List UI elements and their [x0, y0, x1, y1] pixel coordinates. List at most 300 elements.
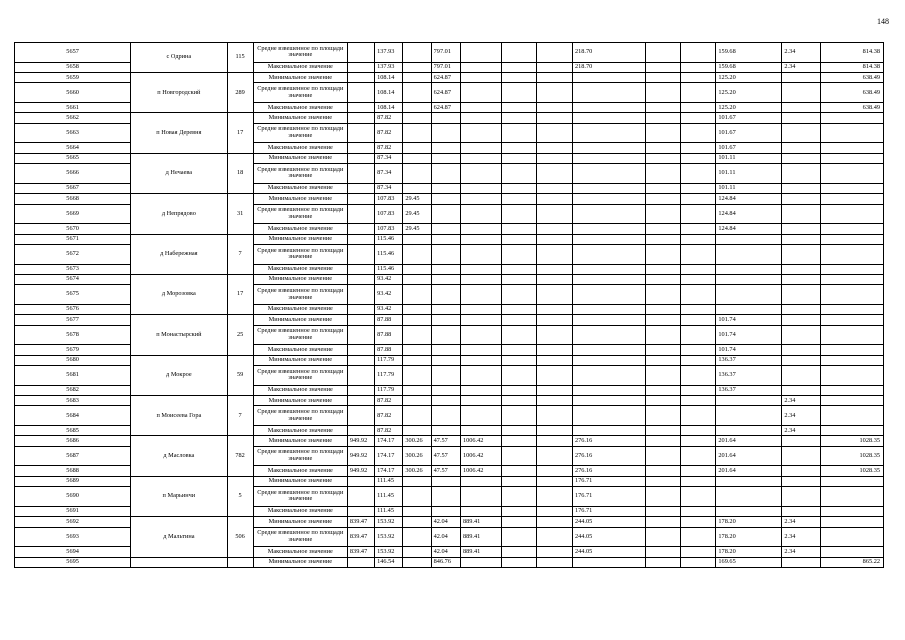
- value-cell: [501, 183, 537, 193]
- value-cell: 839.47: [347, 517, 374, 527]
- value-cell: [460, 153, 501, 163]
- settlement-name: п Новая Деревня: [131, 113, 227, 153]
- value-cell: [680, 274, 716, 284]
- value-cell: 137.93: [375, 43, 403, 63]
- value-type-text: Средне взвешенное по площади значение: [257, 246, 344, 261]
- value-type-label: [253, 325, 347, 345]
- value-cell: 87.34: [375, 164, 403, 184]
- value-cell: 178.20: [716, 527, 782, 547]
- value-cell: [646, 274, 681, 284]
- value-cell: [782, 366, 821, 386]
- value-cell: [537, 164, 573, 184]
- value-cell: [680, 153, 716, 163]
- value-type-label: [253, 123, 347, 143]
- value-cell: [821, 123, 884, 143]
- value-type-label: [253, 285, 347, 305]
- value-cell: [501, 43, 537, 63]
- value-cell: 93.42: [375, 274, 403, 284]
- row-number: 5676: [15, 304, 131, 314]
- value-cell: [646, 355, 681, 365]
- value-cell: 159.68: [716, 43, 782, 63]
- value-cell: [572, 153, 645, 163]
- value-cell: [403, 113, 431, 123]
- value-cell: [572, 304, 645, 314]
- value-cell: [403, 164, 431, 184]
- value-cell: [782, 103, 821, 113]
- value-type-text: Минимальное значение: [268, 113, 332, 121]
- value-cell: [680, 527, 716, 547]
- value-cell: [347, 355, 374, 365]
- value-cell: 117.79: [375, 366, 403, 386]
- value-cell: [431, 234, 460, 244]
- value-cell: [460, 396, 501, 406]
- value-cell: [537, 355, 573, 365]
- value-cell: [782, 325, 821, 345]
- value-cell: 797.01: [431, 43, 460, 63]
- value-cell: [680, 436, 716, 446]
- row-number: 5680: [15, 355, 131, 365]
- value-cell: [501, 366, 537, 386]
- value-cell: 839.47: [347, 527, 374, 547]
- value-cell: [680, 426, 716, 436]
- value-cell: 624.87: [431, 103, 460, 113]
- table-row: [15, 557, 884, 567]
- settlement-name: д Непрядово: [131, 194, 227, 234]
- value-cell: [680, 355, 716, 365]
- value-cell: [501, 426, 537, 436]
- value-cell: 1028.35: [821, 466, 884, 476]
- value-type-label: [253, 396, 347, 406]
- value-cell: [347, 143, 374, 153]
- value-cell: [501, 345, 537, 355]
- value-cell: [646, 547, 681, 557]
- settlement-name: д Морозовка: [131, 274, 227, 314]
- value-type-label: [253, 557, 347, 567]
- value-cell: [646, 123, 681, 143]
- value-cell: [680, 244, 716, 264]
- value-cell: 29.45: [403, 224, 431, 234]
- value-cell: [680, 304, 716, 314]
- value-cell: [680, 285, 716, 305]
- value-cell: [680, 73, 716, 83]
- value-cell: [537, 285, 573, 305]
- value-cell: [347, 315, 374, 325]
- value-type-label: [253, 436, 347, 446]
- value-cell: [537, 506, 573, 516]
- value-type-text: Минимальное значение: [268, 315, 332, 323]
- value-type-text: Минимальное значение: [268, 436, 332, 444]
- value-cell: [537, 406, 573, 426]
- value-cell: 949.92: [347, 466, 374, 476]
- value-cell: [572, 285, 645, 305]
- value-cell: 201.64: [716, 466, 782, 476]
- value-cell: [572, 274, 645, 284]
- value-type-text: Минимальное значение: [268, 235, 332, 243]
- value-cell: 2.34: [782, 426, 821, 436]
- value-type-text: Минимальное значение: [268, 275, 332, 283]
- value-cell: [782, 304, 821, 314]
- table-row: [15, 396, 884, 406]
- value-cell: [431, 285, 460, 305]
- value-cell: [821, 547, 884, 557]
- value-cell: [646, 264, 681, 274]
- value-cell: [782, 153, 821, 163]
- value-cell: 87.82: [375, 143, 403, 153]
- value-cell: [680, 396, 716, 406]
- value-cell: 276.16: [572, 436, 645, 446]
- value-cell: [460, 285, 501, 305]
- value-cell: [347, 366, 374, 386]
- value-cell: [821, 153, 884, 163]
- value-cell: [460, 164, 501, 184]
- value-cell: [821, 527, 884, 547]
- value-cell: 101.67: [716, 143, 782, 153]
- population: 506: [227, 517, 253, 557]
- value-cell: 93.42: [375, 285, 403, 305]
- value-cell: [537, 62, 573, 72]
- value-cell: [347, 274, 374, 284]
- value-cell: [680, 183, 716, 193]
- value-cell: [680, 547, 716, 557]
- value-cell: 42.04: [431, 527, 460, 547]
- value-cell: [347, 285, 374, 305]
- value-cell: [646, 194, 681, 204]
- value-cell: [572, 123, 645, 143]
- value-cell: [403, 244, 431, 264]
- value-cell: [716, 244, 782, 264]
- value-cell: [501, 436, 537, 446]
- value-cell: [572, 396, 645, 406]
- value-cell: [403, 183, 431, 193]
- value-cell: 117.79: [375, 355, 403, 365]
- value-cell: [646, 224, 681, 234]
- value-cell: [821, 143, 884, 153]
- value-cell: [347, 234, 374, 244]
- value-cell: 624.87: [431, 83, 460, 103]
- value-cell: [537, 143, 573, 153]
- value-cell: [501, 73, 537, 83]
- value-type-text: Максимальное значение: [267, 507, 333, 515]
- value-cell: [646, 153, 681, 163]
- value-cell: 101.11: [716, 164, 782, 184]
- value-cell: 87.82: [375, 113, 403, 123]
- value-type-text: Максимальное значение: [267, 305, 333, 313]
- table-row: [15, 436, 884, 446]
- value-cell: [460, 406, 501, 426]
- value-cell: 125.20: [716, 83, 782, 103]
- value-cell: 101.74: [716, 315, 782, 325]
- value-cell: 2.34: [782, 62, 821, 72]
- value-cell: [572, 143, 645, 153]
- value-type-text: Максимальное значение: [267, 466, 333, 474]
- value-cell: [403, 43, 431, 63]
- value-cell: [347, 73, 374, 83]
- value-type-label: [253, 446, 347, 466]
- value-cell: 176.71: [572, 476, 645, 486]
- value-cell: [403, 517, 431, 527]
- value-cell: [347, 164, 374, 184]
- value-cell: [403, 153, 431, 163]
- population: 17: [227, 274, 253, 314]
- value-cell: [431, 143, 460, 153]
- value-type-label: [253, 244, 347, 264]
- value-type-label: [253, 183, 347, 193]
- value-cell: 87.82: [375, 123, 403, 143]
- value-type-label: [253, 476, 347, 486]
- value-cell: [646, 285, 681, 305]
- value-type-text: Максимальное значение: [267, 386, 333, 394]
- value-type-label: [253, 304, 347, 314]
- value-cell: [431, 325, 460, 345]
- value-cell: [347, 103, 374, 113]
- value-type-label: [253, 426, 347, 436]
- value-cell: [431, 385, 460, 395]
- value-cell: [537, 123, 573, 143]
- value-cell: [403, 274, 431, 284]
- value-cell: [572, 244, 645, 264]
- value-type-text: Средне взвешенное по площади значение: [257, 125, 344, 140]
- value-cell: [716, 274, 782, 284]
- value-cell: [646, 62, 681, 72]
- value-type-text: Максимальное значение: [267, 224, 333, 232]
- value-cell: [716, 487, 782, 507]
- settlement-name: д Набережная: [131, 234, 227, 274]
- value-type-text: Минимальное значение: [268, 396, 332, 404]
- value-type-label: [253, 43, 347, 63]
- value-cell: 1028.35: [821, 446, 884, 466]
- value-cell: 101.74: [716, 325, 782, 345]
- value-cell: 846.76: [431, 557, 460, 567]
- population: 18: [227, 153, 253, 193]
- value-cell: 797.01: [431, 62, 460, 72]
- value-cell: [821, 406, 884, 426]
- value-cell: [537, 224, 573, 234]
- value-cell: [347, 476, 374, 486]
- settlement-name: д Мальтина: [131, 517, 227, 557]
- value-cell: [403, 285, 431, 305]
- row-number: 5682: [15, 385, 131, 395]
- row-number: 5670: [15, 224, 131, 234]
- value-cell: [782, 506, 821, 516]
- value-cell: 889.41: [460, 547, 501, 557]
- value-cell: [572, 264, 645, 274]
- value-cell: [537, 476, 573, 486]
- value-cell: [646, 527, 681, 547]
- value-type-text: Минимальное значение: [268, 356, 332, 364]
- value-type-text: Максимальное значение: [267, 143, 333, 151]
- population: 5: [227, 476, 253, 516]
- value-cell: 159.68: [716, 62, 782, 72]
- value-cell: [431, 406, 460, 426]
- value-cell: 176.71: [572, 506, 645, 516]
- row-number: 5664: [15, 143, 131, 153]
- value-cell: [680, 446, 716, 466]
- value-cell: 107.83: [375, 224, 403, 234]
- value-cell: 108.14: [375, 73, 403, 83]
- value-cell: [460, 345, 501, 355]
- table-row: [15, 153, 884, 163]
- value-cell: [347, 224, 374, 234]
- value-cell: [431, 426, 460, 436]
- value-cell: 174.17: [375, 446, 403, 466]
- value-cell: 153.92: [375, 547, 403, 557]
- value-cell: 101.67: [716, 113, 782, 123]
- value-cell: 638.49: [821, 73, 884, 83]
- value-cell: [782, 123, 821, 143]
- value-cell: [782, 274, 821, 284]
- value-cell: [501, 264, 537, 274]
- value-cell: [403, 385, 431, 395]
- value-cell: [431, 396, 460, 406]
- value-cell: 201.64: [716, 436, 782, 446]
- value-cell: [821, 274, 884, 284]
- value-cell: [460, 366, 501, 386]
- value-cell: [347, 83, 374, 103]
- value-type-label: [253, 527, 347, 547]
- value-cell: [431, 164, 460, 184]
- value-cell: [782, 194, 821, 204]
- value-type-text: Максимальное значение: [267, 63, 333, 71]
- value-cell: [537, 194, 573, 204]
- value-cell: [716, 406, 782, 426]
- value-cell: 178.20: [716, 547, 782, 557]
- row-number: 5689: [15, 476, 131, 486]
- value-cell: [572, 83, 645, 103]
- row-number: 5695: [15, 557, 131, 567]
- settlement-name: д Нечаева: [131, 153, 227, 193]
- row-number: 5672: [15, 244, 131, 264]
- value-cell: 169.65: [716, 557, 782, 567]
- value-type-text: Средне взвешенное по площади значение: [257, 367, 344, 382]
- population: 782: [227, 436, 253, 476]
- value-cell: [782, 355, 821, 365]
- value-cell: [403, 143, 431, 153]
- population: 17: [227, 113, 253, 153]
- value-cell: [431, 506, 460, 516]
- value-cell: [347, 426, 374, 436]
- value-cell: [460, 426, 501, 436]
- value-type-text: Средне взвешенное по площади значение: [257, 448, 344, 463]
- value-cell: [460, 557, 501, 567]
- value-cell: [501, 315, 537, 325]
- row-number: 5665: [15, 153, 131, 163]
- value-type-label: [253, 366, 347, 386]
- value-type-text: Минимальное значение: [268, 517, 332, 525]
- row-number: 5661: [15, 103, 131, 113]
- value-cell: [537, 183, 573, 193]
- value-cell: [572, 345, 645, 355]
- value-cell: [572, 103, 645, 113]
- row-number: 5678: [15, 325, 131, 345]
- value-cell: [460, 83, 501, 103]
- value-cell: [716, 506, 782, 516]
- settlement-name: п Монастырский: [131, 315, 227, 355]
- value-cell: 2.34: [782, 43, 821, 63]
- value-cell: [460, 244, 501, 264]
- row-number: 5692: [15, 517, 131, 527]
- value-cell: [347, 385, 374, 395]
- row-number: 5666: [15, 164, 131, 184]
- value-cell: [646, 83, 681, 103]
- value-cell: [460, 224, 501, 234]
- value-cell: [537, 426, 573, 436]
- value-cell: 244.05: [572, 527, 645, 547]
- table-row: [15, 274, 884, 284]
- value-cell: [537, 234, 573, 244]
- value-cell: [680, 234, 716, 244]
- value-cell: [460, 264, 501, 274]
- value-cell: [782, 436, 821, 446]
- value-cell: [646, 43, 681, 63]
- value-type-label: [253, 264, 347, 274]
- row-number: 5662: [15, 113, 131, 123]
- value-cell: [347, 345, 374, 355]
- value-cell: [572, 73, 645, 83]
- value-cell: 153.92: [375, 527, 403, 547]
- value-cell: [347, 396, 374, 406]
- value-cell: [501, 517, 537, 527]
- value-cell: [782, 487, 821, 507]
- value-type-text: Максимальное значение: [267, 265, 333, 273]
- value-type-label: [253, 164, 347, 184]
- value-type-label: [253, 547, 347, 557]
- value-cell: [821, 385, 884, 395]
- value-cell: [821, 426, 884, 436]
- value-cell: 87.34: [375, 183, 403, 193]
- row-number: 5674: [15, 274, 131, 284]
- value-cell: [821, 325, 884, 345]
- value-cell: [431, 304, 460, 314]
- value-cell: [460, 204, 501, 224]
- value-cell: [431, 355, 460, 365]
- value-cell: 276.16: [572, 446, 645, 466]
- value-cell: [537, 244, 573, 264]
- value-cell: [347, 62, 374, 72]
- value-cell: 2.34: [782, 406, 821, 426]
- value-cell: [431, 345, 460, 355]
- value-cell: 87.82: [375, 426, 403, 436]
- value-cell: [403, 345, 431, 355]
- value-type-text: Минимальное значение: [268, 154, 332, 162]
- settlement-name: п Марьинчи: [131, 476, 227, 516]
- value-cell: [646, 385, 681, 395]
- value-cell: [680, 164, 716, 184]
- value-cell: 47.57: [431, 446, 460, 466]
- value-cell: 29.45: [403, 194, 431, 204]
- value-cell: [646, 466, 681, 476]
- row-number: 5668: [15, 194, 131, 204]
- value-type-text: Максимальное значение: [267, 103, 333, 111]
- value-cell: [821, 396, 884, 406]
- population: 7: [227, 234, 253, 274]
- value-cell: [460, 103, 501, 113]
- value-cell: [716, 396, 782, 406]
- value-cell: [680, 123, 716, 143]
- value-type-label: [253, 234, 347, 244]
- value-cell: [782, 73, 821, 83]
- row-number: 5671: [15, 234, 131, 244]
- value-cell: 839.47: [347, 547, 374, 557]
- value-cell: 125.20: [716, 73, 782, 83]
- value-cell: 124.84: [716, 224, 782, 234]
- value-cell: [572, 204, 645, 224]
- value-cell: [431, 476, 460, 486]
- value-cell: [403, 396, 431, 406]
- value-cell: 101.67: [716, 123, 782, 143]
- value-cell: [782, 234, 821, 244]
- value-cell: [646, 426, 681, 436]
- value-cell: [782, 264, 821, 274]
